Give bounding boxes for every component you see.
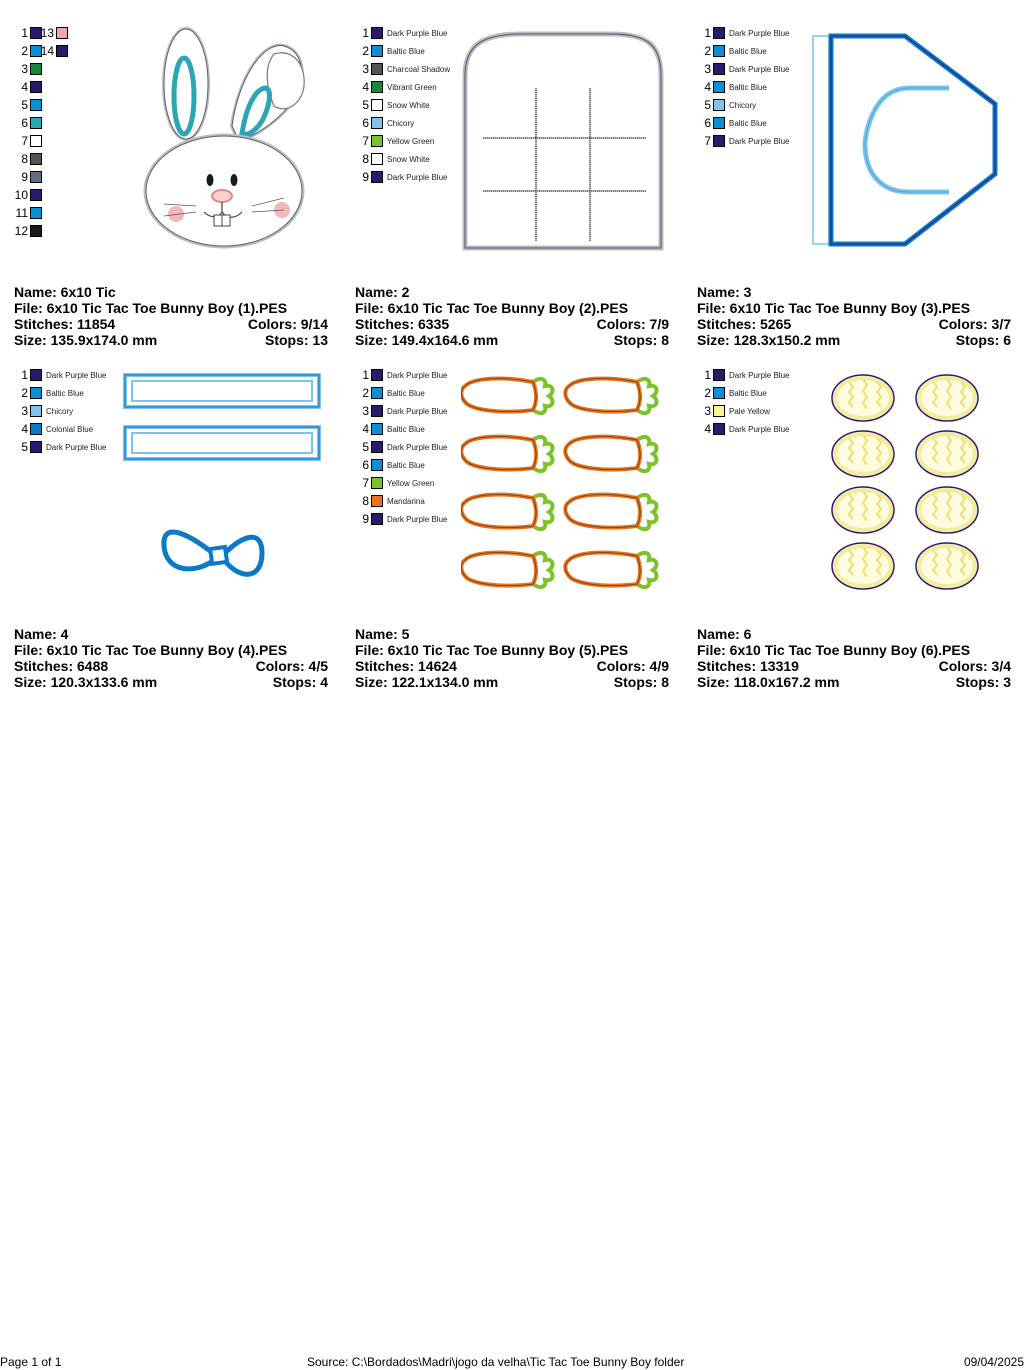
thread-name: Baltic Blue (729, 82, 767, 92)
thread-name: Dark Purple Blue (387, 442, 448, 452)
design-name: Name: 2 (355, 284, 410, 300)
design-file: File: 6x10 Tic Tac Toe Bunny Boy (1).PES (14, 300, 288, 316)
color-swatch (713, 135, 725, 147)
palette-entry (697, 422, 789, 436)
palette-entry (697, 80, 767, 94)
palette-entry (14, 116, 42, 130)
color-swatch (30, 423, 42, 435)
palette-number: 2 (704, 386, 711, 400)
palette-entry (697, 134, 789, 148)
color-swatch (371, 513, 383, 525)
thread-name: Chicory (387, 118, 415, 128)
carrot-shape (461, 495, 552, 530)
palette-entry (697, 98, 756, 112)
design-card-6 (697, 368, 1024, 688)
egg-shape (916, 543, 978, 589)
palette-number: 2 (362, 386, 369, 400)
design-size: Size: 149.4x164.6 mm (355, 332, 499, 348)
palette-number: 1 (21, 368, 28, 382)
color-swatch (713, 405, 725, 417)
palette-entry (697, 26, 789, 40)
design-file: File: 6x10 Tic Tac Toe Bunny Boy (6).PES (697, 642, 971, 658)
design-info (14, 284, 328, 348)
palette-number: 6 (362, 458, 369, 472)
thread-name: Dark Purple Blue (729, 136, 790, 146)
palette-number: 3 (362, 404, 369, 418)
thread-name: Baltic Blue (729, 388, 767, 398)
design-info (355, 284, 669, 348)
palette-number: 2 (21, 386, 28, 400)
color-swatch (713, 117, 725, 129)
design-info (355, 626, 669, 690)
color-swatch (30, 153, 42, 165)
palette-entry (355, 98, 430, 112)
design-info (14, 626, 328, 690)
thread-name: Dark Purple Blue (729, 424, 790, 434)
color-swatch (371, 45, 383, 57)
thread-name: Dark Purple Blue (387, 172, 448, 182)
palette-entry (697, 44, 767, 58)
thread-name: Dark Purple Blue (729, 370, 790, 380)
palette-entry (14, 62, 42, 76)
carrot-shape (565, 437, 656, 472)
print-date: 09/04/2025 (963, 1355, 1024, 1369)
thread-name: Baltic Blue (729, 118, 767, 128)
color-swatch (371, 153, 383, 165)
palette-entry (355, 134, 434, 148)
palette-entry (355, 440, 447, 454)
color-count: Colors: 3/4 (938, 658, 1011, 674)
color-swatch (371, 441, 383, 453)
palette-number: 1 (21, 26, 28, 40)
color-swatch (371, 423, 383, 435)
color-swatch (371, 477, 383, 489)
thread-name: Baltic Blue (387, 388, 425, 398)
palette-number: 7 (362, 476, 369, 490)
thread-name: Yellow Green (387, 136, 435, 146)
design-file: File: 6x10 Tic Tac Toe Bunny Boy (4).PES (14, 642, 288, 658)
egg-shape (832, 487, 894, 533)
palette-entry (355, 422, 425, 436)
stitch-count: Stitches: 13319 (697, 658, 799, 674)
palette-entry (14, 134, 42, 148)
palette-number: 13 (40, 26, 54, 40)
palette-entry (355, 476, 434, 490)
palette-entry (697, 116, 767, 130)
color-count: Colors: 4/9 (596, 658, 669, 674)
palette-number: 3 (704, 404, 711, 418)
palette-number: 7 (704, 134, 711, 148)
color-swatch (30, 117, 42, 129)
carrot-shape (565, 553, 656, 588)
design-card-5 (355, 368, 685, 688)
color-count: Colors: 7/9 (596, 316, 669, 332)
stop-count: Stops: 8 (613, 332, 669, 348)
color-swatch (371, 369, 383, 381)
thread-name: Chicory (46, 406, 74, 416)
stop-count: Stops: 3 (955, 674, 1011, 690)
bunny-face-artwork (134, 26, 314, 251)
palette-entry (697, 62, 789, 76)
palette-number: 12 (14, 224, 28, 238)
thread-name: Colonial Blue (46, 424, 94, 434)
carrots-artwork (461, 368, 661, 594)
color-swatch (371, 171, 383, 183)
palette-number: 8 (362, 494, 369, 508)
design-size: Size: 120.3x133.6 mm (14, 674, 158, 690)
palette-number: 3 (362, 62, 369, 76)
design-name: Name: 5 (355, 626, 410, 642)
color-swatch (371, 27, 383, 39)
color-swatch (713, 45, 725, 57)
palette-number: 4 (362, 422, 369, 436)
palette-number: 4 (362, 80, 369, 94)
palette-number: 5 (21, 98, 28, 112)
color-swatch (30, 387, 42, 399)
palette-number: 9 (362, 170, 369, 184)
palette-number: 7 (362, 134, 369, 148)
carrot-shape (461, 379, 552, 414)
thread-name: Yellow Green (387, 478, 435, 488)
egg-shape (916, 431, 978, 477)
palette-entry (14, 188, 42, 202)
design-file: File: 6x10 Tic Tac Toe Bunny Boy (3).PES (697, 300, 971, 316)
stitch-count: Stitches: 11854 (14, 316, 116, 332)
palette-entry (14, 80, 42, 94)
color-swatch (56, 27, 68, 39)
color-swatch (371, 405, 383, 417)
palette-entry (14, 422, 93, 436)
palette-number: 5 (362, 98, 369, 112)
color-swatch (30, 369, 42, 381)
palette-entry (355, 386, 425, 400)
palette-number: 2 (704, 44, 711, 58)
thread-name: Dark Purple Blue (729, 28, 790, 38)
palette-number: 7 (21, 134, 28, 148)
stop-count: Stops: 8 (613, 674, 669, 690)
palette-number: 6 (362, 116, 369, 130)
palette-entry (14, 440, 106, 454)
thread-name: Dark Purple Blue (46, 442, 107, 452)
thread-name: Dark Purple Blue (387, 28, 448, 38)
design-card-2 (355, 26, 685, 346)
palette-entry (355, 116, 414, 130)
palette-entry (14, 224, 42, 238)
color-swatch (713, 99, 725, 111)
thread-name: Dark Purple Blue (387, 514, 448, 524)
thread-name: Baltic Blue (387, 46, 425, 56)
palette-number: 9 (362, 512, 369, 526)
palette-entry (14, 98, 42, 112)
design-name: Name: 3 (697, 284, 752, 300)
palette-number: 8 (362, 152, 369, 166)
color-swatch (371, 81, 383, 93)
color-swatch (371, 459, 383, 471)
palette-entry (14, 206, 42, 220)
color-swatch (30, 63, 42, 75)
egg-shape (832, 543, 894, 589)
tic-tac-toe-board-artwork (461, 26, 665, 252)
palette-number: 11 (15, 206, 28, 220)
thread-name: Vibrant Green (387, 82, 437, 92)
palette-entry (355, 26, 447, 40)
thread-name: Charcoal Shadow (387, 64, 451, 74)
color-count: Colors: 4/5 (255, 658, 328, 674)
palette-number: 3 (21, 404, 28, 418)
palette-entry (14, 386, 84, 400)
palette-number: 5 (21, 440, 28, 454)
design-size: Size: 122.1x134.0 mm (355, 674, 499, 690)
thread-name: Mandarina (387, 496, 425, 506)
egg-shape (832, 375, 894, 421)
palette-entry (14, 26, 42, 40)
thread-name: Baltic Blue (387, 424, 425, 434)
palette-entry (355, 368, 447, 382)
palette-entry (40, 26, 68, 40)
palette-number: 2 (21, 44, 28, 58)
color-swatch (713, 423, 725, 435)
palette-entry (697, 386, 767, 400)
color-count: Colors: 3/7 (938, 316, 1011, 332)
color-swatch (371, 99, 383, 111)
page-number: Page 1 of 1 (0, 1355, 62, 1369)
color-swatch (371, 63, 383, 75)
egg-shape (916, 487, 978, 533)
color-swatch (56, 45, 68, 57)
design-file: File: 6x10 Tic Tac Toe Bunny Boy (5).PES (355, 642, 629, 658)
color-swatch (713, 81, 725, 93)
carrot-shape (565, 495, 656, 530)
palette-entry (14, 368, 106, 382)
design-size: Size: 118.0x167.2 mm (697, 674, 840, 690)
palette-number: 3 (21, 62, 28, 76)
color-swatch (371, 495, 383, 507)
palette-number: 4 (21, 80, 28, 94)
color-swatch (30, 81, 42, 93)
design-info (697, 626, 1011, 690)
egg-shape (832, 431, 894, 477)
palette-number: 1 (362, 368, 369, 382)
design-info (697, 284, 1011, 348)
palette-entry (697, 404, 770, 418)
palette-number: 5 (704, 98, 711, 112)
palette-number: 10 (14, 188, 28, 202)
color-swatch (30, 189, 42, 201)
design-size: Size: 135.9x174.0 mm (14, 332, 158, 348)
thread-name: Dark Purple Blue (387, 406, 448, 416)
thread-name: Baltic Blue (729, 46, 767, 56)
color-swatch (371, 135, 383, 147)
color-swatch (30, 225, 42, 237)
design-file: File: 6x10 Tic Tac Toe Bunny Boy (2).PES (355, 300, 629, 316)
stop-count: Stops: 13 (264, 332, 328, 348)
stitch-count: Stitches: 6488 (14, 658, 109, 674)
color-count: Colors: 9/14 (247, 316, 328, 332)
palette-number: 6 (21, 116, 28, 130)
palette-number: 5 (362, 440, 369, 454)
palette-entry (14, 170, 42, 184)
thread-name: Snow White (387, 100, 430, 110)
stop-count: Stops: 4 (272, 674, 328, 690)
thread-name: Pale Yellow (729, 406, 770, 416)
palette-number: 4 (704, 422, 711, 436)
design-card-3 (697, 26, 1024, 346)
palette-entry (355, 170, 447, 184)
design-card-4 (14, 368, 344, 688)
stop-count: Stops: 6 (955, 332, 1011, 348)
color-swatch (713, 369, 725, 381)
egg-shape (916, 375, 978, 421)
color-swatch (30, 99, 42, 111)
design-card-1 (14, 26, 344, 346)
palette-entry (355, 512, 447, 526)
color-swatch (371, 387, 383, 399)
palette-number: 1 (704, 368, 711, 382)
color-swatch (713, 63, 725, 75)
palette-entry (355, 494, 425, 508)
carrot-shape (461, 553, 552, 588)
color-swatch (713, 27, 725, 39)
palette-number: 4 (704, 80, 711, 94)
thread-name: Baltic Blue (46, 388, 84, 398)
eggs-artwork (825, 368, 985, 594)
thread-name: Dark Purple Blue (729, 64, 790, 74)
carrot-shape (461, 437, 552, 472)
thread-name: Chicory (729, 100, 757, 110)
palette-entry (14, 404, 73, 418)
palette-entry (40, 44, 68, 58)
color-swatch (30, 171, 42, 183)
letter-c-panel-artwork (809, 26, 999, 250)
stitch-count: Stitches: 14624 (355, 658, 457, 674)
design-size: Size: 128.3x150.2 mm (697, 332, 841, 348)
color-swatch (371, 117, 383, 129)
palette-entry (697, 368, 789, 382)
stitch-count: Stitches: 6335 (355, 316, 450, 332)
thread-name: Snow White (387, 154, 430, 164)
palette-number: 2 (362, 44, 369, 58)
palette-entry (355, 404, 447, 418)
palette-number: 4 (21, 422, 28, 436)
color-swatch (713, 387, 725, 399)
stitch-count: Stitches: 5265 (697, 316, 792, 332)
color-swatch (30, 207, 42, 219)
design-name: Name: 6 (697, 626, 752, 642)
thread-name: Dark Purple Blue (46, 370, 107, 380)
palette-number: 9 (21, 170, 28, 184)
thread-name: Baltic Blue (387, 460, 425, 470)
palette-entry (14, 44, 42, 58)
palette-entry (355, 62, 450, 76)
strips-and-bow-artwork (122, 368, 322, 594)
palette-number: 6 (704, 116, 711, 130)
design-name: Name: 4 (14, 626, 69, 642)
color-swatch (30, 135, 42, 147)
color-swatch (30, 441, 42, 453)
palette-entry (355, 80, 437, 94)
palette-number: 14 (40, 44, 54, 58)
carrot-shape (565, 379, 656, 414)
palette-entry (355, 44, 425, 58)
thread-name: Dark Purple Blue (387, 370, 448, 380)
palette-entry (14, 152, 42, 166)
source-path: Source: C:\Bordados\Madri\jogo da velha\Tic Tac Toe Bunny Boy folder (307, 1355, 685, 1369)
design-name: Name: 6x10 Tic (14, 284, 116, 300)
color-swatch (30, 405, 42, 417)
palette-number: 1 (362, 26, 369, 40)
palette-number: 3 (704, 62, 711, 76)
palette-number: 8 (21, 152, 28, 166)
palette-entry (355, 458, 425, 472)
palette-entry (355, 152, 430, 166)
palette-number: 1 (704, 26, 711, 40)
